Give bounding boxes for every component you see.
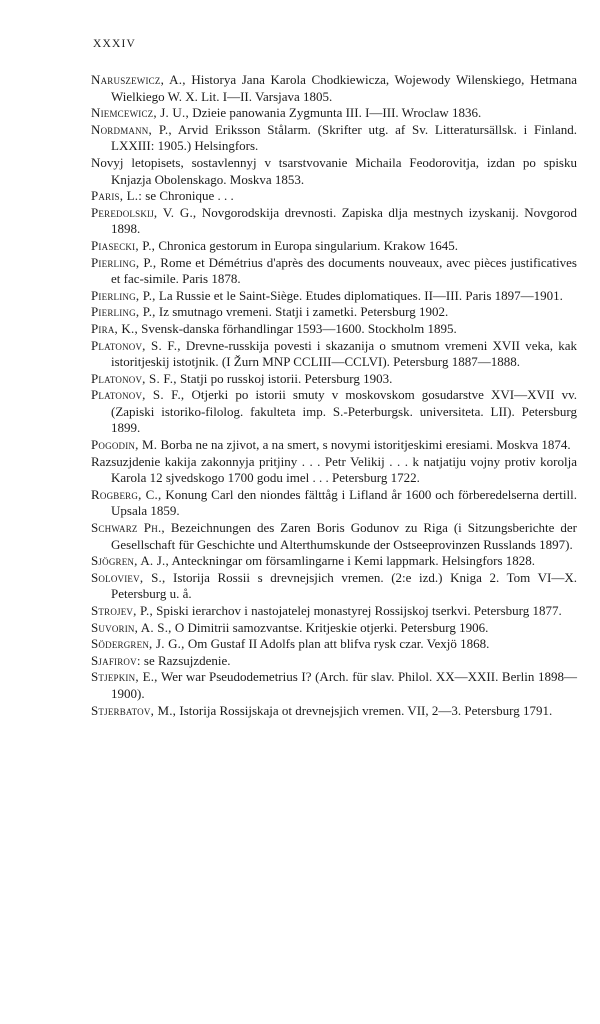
bibliography-entry (91, 437, 577, 454)
entry-author: Stjerbatov, M., (91, 702, 177, 718)
entry-text: O Dimitrii samozvantse. Kritjeskie otjerki. Petersburg 1906. (171, 619, 489, 635)
entry-author: Pira, K., (91, 320, 138, 336)
bibliography-entry (91, 188, 577, 205)
entry-text: Anteckningar om församlingarne i Kemi lappmark. Helsingfors 1828. (168, 553, 536, 569)
entry-text: Razsuzjdenie kakija zakonnyja pritjiny . . . Petr Velikij . . . k natjatiju vojny protiv korolja Karola 12 sjvedskogo 1700 godu imel . . . Petersburg 1722. (91, 453, 577, 486)
entry-text: se Razsujzdenie. (140, 652, 231, 668)
entry-text: Chronica gestorum in Europa singularium. Krakow 1645. (155, 237, 459, 253)
bibliography-entry (91, 72, 577, 105)
bibliography-entry (91, 620, 577, 637)
entry-text: Novgorodskija drevnosti. Zapiska dlja mestnych izyskanij. Novgorod 1898. (111, 204, 577, 237)
entry-author: Södergren, J. G., (91, 636, 185, 652)
entry-author: Rogberg, C., (91, 486, 162, 502)
entry-author: Soloviev, S., (91, 569, 166, 585)
bibliography-entry (91, 155, 577, 188)
entry-author: Pogodin, M. (91, 437, 158, 453)
entry-author: Pierling, P., (91, 287, 156, 303)
entry-author: Suvorin, A. S., (91, 619, 172, 635)
bibliography-entry (91, 636, 577, 653)
entry-author: Peredolskij, V. G., (91, 204, 197, 220)
entry-text: Istorija Rossii s drevnejsjich vremen. (2:e izd.) Kniga 2. Tom VI—X. Petersburg u. å. (111, 569, 577, 602)
entry-author: Sjögren, A. J., (91, 553, 169, 569)
entry-text: Iz smutnago vremeni. Statji i zametki. Petersburg 1902. (155, 304, 449, 320)
entry-text: se Chronique . . . (142, 188, 234, 204)
entry-author: Stjepkin, E., (91, 669, 158, 685)
bibliography-entry (91, 304, 577, 321)
entry-text: Om Gustaf II Adolfs plan att blifva rysk czar. Vexjö 1868. (184, 636, 490, 652)
bibliography-entry (91, 205, 577, 238)
bibliography-entry (91, 371, 577, 388)
bibliography-entry (91, 520, 577, 553)
bibliography-entry (91, 238, 577, 255)
bibliography-entry (91, 338, 577, 371)
entry-author: Schwarz Ph., (91, 520, 165, 536)
entry-author: Pierling, P., (91, 254, 157, 270)
entry-text: Bezeichnungen des Zaren Boris Godunov zu Riga (i Sitzungsberichte der Gesellschaft für Geschichte und Alterthumskunde der Ostseeprovinzen Russlands 1897). (111, 520, 577, 552)
entry-text: Otjerki po istorii smuty v moskovskom gosudarstve XVI—XVII vv. (Zapiski istoriko-filolog. fakulteta imp. S.-Peterburgsk. universiteta. LII). Petersburg 1899. (111, 387, 578, 436)
entry-text: Dzieie panowania Zygmunta III. I—III. Wroclaw 1836. (188, 105, 482, 121)
bibliography-entry (91, 553, 577, 570)
page-number: XXXIV (93, 38, 137, 50)
entry-text: Konung Carl den niondes fälttåg i Lifland år 1600 och förberedelserna dertill. Upsala 1859. (111, 486, 577, 519)
bibliography-entry (91, 454, 577, 487)
entry-author: Paris, L.: (91, 188, 143, 204)
entry-author: Pierling, P., (91, 304, 156, 320)
bibliography-entry (91, 321, 577, 338)
entry-author: Strojev, P., (91, 603, 153, 618)
entry-text: Spiski ierarchov i nastojatelej monastyrej Rossijskoj tserkvi. Petersburg 1877. (152, 603, 562, 618)
entry-author: Naruszewicz, A., (91, 72, 186, 87)
entry-author: Platonov, S. F., (91, 387, 185, 403)
bibliography-entry (91, 105, 577, 122)
bibliography-entry (91, 487, 577, 520)
entry-author: Sjafirov: (91, 652, 141, 668)
bibliography-entry (91, 653, 577, 670)
entry-text: Istorija Rossijskaja ot drevnejsjich vremen. VII, 2—3. Petersburg 1791. (176, 702, 553, 718)
bibliography-entry (91, 669, 577, 702)
bibliography-entry (91, 387, 577, 437)
entry-text: Rome et Démétrius d'après des documents nouveaux, avec pièces justificatives et fac-simile. Paris 1878. (111, 254, 577, 287)
entry-text: Wer war Pseudodemetrius I? (Arch. für slav. Philol. XX—XXII. Berlin 1898—1900). (111, 669, 577, 701)
entry-author: Platonov, S. F., (91, 370, 177, 386)
entry-text: Statji po russkoj istorii. Petersburg 1903. (176, 370, 393, 386)
entry-author: Platonov, S. F., (91, 337, 181, 353)
bibliography-entry (91, 122, 577, 155)
entry-text: Borba ne na zjivot, a na smert, s novymi istoritjeskimi eresiami. Moskva 1874. (157, 437, 571, 453)
entry-author: Piasecki, P., (91, 237, 156, 253)
entry-text: La Russie et le Saint-Siège. Etudes diplomatiques. II—III. Paris 1897—1901. (155, 287, 563, 303)
entry-text: Svensk-danska förhandlingar 1593—1600. Stockholm 1895. (137, 320, 457, 336)
entry-author: Nordmann, P., (91, 121, 172, 137)
entry-text: Drevne-russkija povesti i skazanija o smutnom vremeni XVII veka, kak istoritjeskij istotjnik. (I Žurn MNP CCLIII—CCLVI). Petersburg 1887—1888. (111, 337, 577, 370)
bibliography-list (91, 72, 577, 719)
bibliography-entry (91, 570, 577, 603)
bibliography-entry (91, 703, 577, 720)
bibliography-entry (91, 255, 577, 288)
entry-author: Niemcewicz, J. U., (91, 105, 189, 121)
bibliography-entry (91, 288, 577, 305)
bibliography-entry (91, 603, 577, 620)
entry-text: Arvid Eriksson Stålarm. (Skrifter utg. af Sv. Litteratursällsk. i Finland. LXXIII: 1905.) Helsingfors. (111, 121, 578, 154)
entry-text: Historya Jana Karola Chodkiewicza, Wojewody Wilenskiego, Hetmana Wielkiego W. X. Lit. I—II. Varsjava 1805. (111, 72, 577, 104)
entry-text: Novyj letopisets, sostavlennyj v tsarstvovanie Michaila Feodorovitja, izdan po spisku Knjazja Obolenskago. Moskva 1853. (91, 154, 577, 187)
